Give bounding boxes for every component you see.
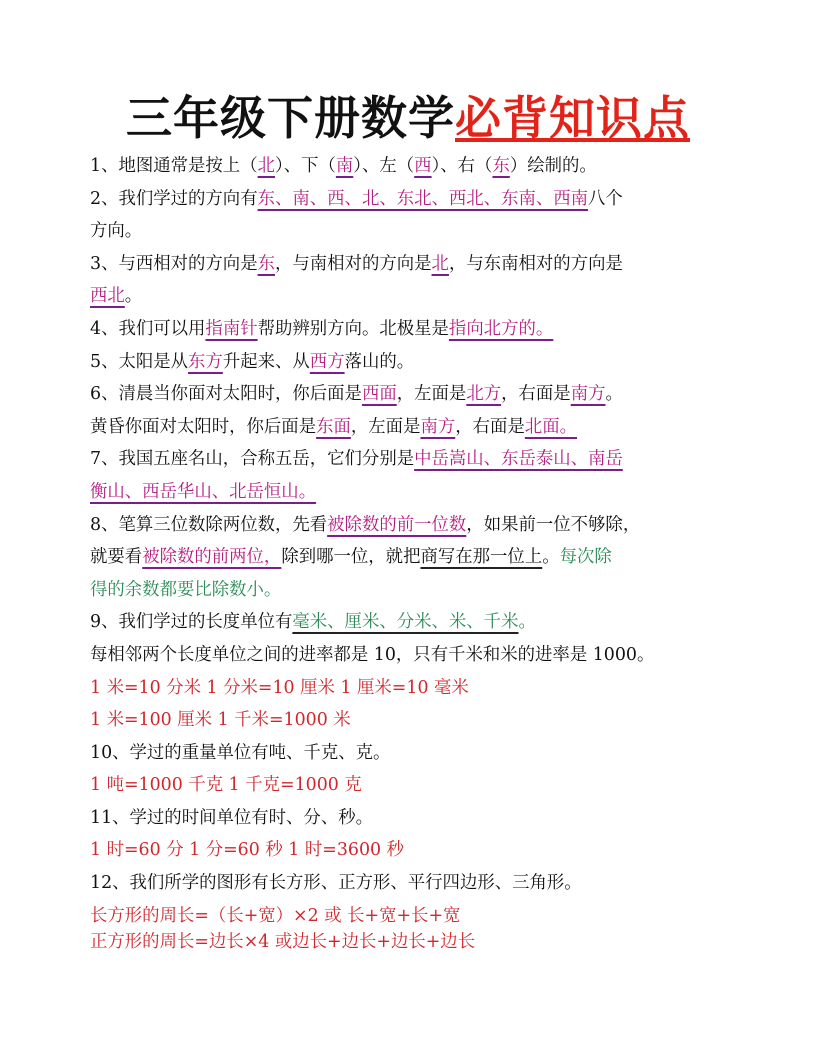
note: 得的余数都要比除数小。	[90, 579, 282, 600]
answer: 东方	[188, 351, 223, 372]
item-8-note	[90, 574, 730, 607]
item-12-formula-2-clipped	[90, 932, 730, 950]
text: 升起来、从	[222, 351, 310, 372]
answer: 南	[335, 156, 354, 176]
item-6-cont	[90, 411, 730, 444]
item-3-cont	[90, 280, 730, 313]
item-11-formula	[90, 834, 730, 867]
formula: 正方形的周长=边长×4 或边长+边长+边长+边长	[90, 932, 476, 951]
text: ，与南相对的方向是	[275, 253, 432, 274]
answer: 被除数的前一位数	[327, 514, 467, 535]
text: 9、我们学过的长度单位有	[90, 612, 293, 633]
text: 方向。	[90, 221, 143, 242]
item-2	[90, 183, 730, 216]
answer: 商写在那一位上	[420, 547, 543, 568]
item-2-cont	[90, 215, 730, 248]
text: 7、我国五座名山，合称五岳，它们分别是	[90, 449, 415, 470]
text: 8、笔算三位数除两位数，先看	[90, 514, 328, 535]
text: 八个	[588, 188, 623, 209]
answer: 北面。	[524, 416, 578, 437]
answer: 北	[257, 156, 275, 176]
formula: 长方形的周长=（长+宽）×2 或 长+宽+长+宽	[90, 905, 461, 926]
text: ）、下（	[275, 156, 336, 176]
text: 落山的。	[344, 351, 415, 372]
text: ）、右（	[431, 156, 493, 176]
answer: 南方	[420, 416, 456, 437]
text: 帮助辨别方向。北极星是	[257, 318, 449, 339]
item-8	[90, 509, 730, 542]
answer: 西方	[309, 351, 345, 372]
item-7	[90, 443, 730, 476]
text: 就要看	[90, 547, 143, 568]
answer: 西北	[90, 286, 125, 307]
answer: 西面	[361, 384, 397, 405]
note: 每次除	[559, 547, 612, 568]
item-7-cont	[90, 476, 730, 509]
text: ）绘制的。	[509, 156, 597, 176]
formula: 1 米=100 厘米 1 千米=1000 米	[90, 710, 351, 731]
answer: 指向北方的。	[448, 318, 554, 339]
text: 。	[124, 286, 143, 307]
answer: 北	[431, 253, 449, 274]
text: 。	[518, 612, 536, 633]
text: 。	[605, 384, 623, 405]
answer: 毫米、厘米、分米、米、千米	[292, 612, 519, 633]
text: ，右面是	[501, 384, 571, 405]
text: 2、我们学过的方向有	[90, 188, 258, 209]
answer: 东、南、西、北、东北、西北、东南、西南	[257, 188, 589, 209]
answer: 被除数的前两位，	[142, 547, 282, 568]
text: ，如果前一位不够除，	[466, 514, 641, 535]
answer: 西	[414, 156, 432, 176]
formula: 1 时=60 分 1 分=60 秒 1 时=3600 秒	[90, 840, 404, 861]
text: 5、太阳是从	[90, 351, 189, 372]
answer: 指南针	[205, 318, 258, 339]
item-8-cont	[90, 541, 730, 574]
answer: 东面	[316, 416, 351, 437]
item-9	[90, 606, 730, 639]
item-9-formula-2	[90, 704, 730, 737]
text: 11、学过的时间单位有时、分、秒。	[90, 807, 373, 828]
item-4	[90, 313, 730, 346]
answer: 衡山、西岳华山、北岳恒山。	[90, 481, 317, 502]
text: 4、我们可以用	[90, 318, 206, 339]
answer: 东	[492, 156, 510, 176]
answer: 北方	[466, 384, 502, 405]
item-12-formula-1	[90, 900, 730, 933]
item-3	[90, 248, 730, 281]
text: 。	[542, 547, 560, 568]
item-9-formula-1	[90, 672, 730, 705]
formula: 1 吨=1000 千克 1 千克=1000 克	[90, 775, 362, 796]
answer: 东	[257, 253, 275, 274]
text: 黄昏你面对太阳时，你后面是	[90, 416, 317, 437]
item-10	[90, 737, 730, 770]
answer: 中岳嵩山、东岳泰山、南岳	[414, 449, 623, 470]
text: 除到哪一位，就把	[281, 547, 421, 568]
answer: 南方	[570, 384, 606, 405]
item-5	[90, 346, 730, 379]
text: ，与东南相对的方向是	[448, 253, 623, 274]
title-highlight: 必背知识点	[455, 91, 690, 145]
text: ）、左（	[353, 156, 415, 176]
text: ，左面是	[350, 416, 421, 437]
text: 6、清晨当你面对太阳时，你后面是	[90, 384, 362, 405]
item-11	[90, 802, 730, 835]
text: 每相邻两个长度单位之间的进率都是 10，只有千米和米的进率是 1000。	[90, 644, 655, 665]
text: 3、与西相对的方向是	[90, 253, 258, 274]
item-6	[90, 378, 730, 411]
title-plain: 三年级下册数学	[126, 91, 455, 145]
formula: 1 米=10 分米 1 分米=10 厘米 1 厘米=10 毫米	[90, 677, 469, 698]
item-12	[90, 867, 730, 900]
text: ，右面是	[455, 416, 525, 437]
knowledge-list	[90, 150, 730, 950]
item-1	[90, 150, 730, 183]
text: 12、我们所学的图形有长方形、正方形、平行四边形、三角形。	[90, 873, 582, 894]
text: 1、地图通常是按上（	[90, 156, 258, 176]
item-9-rate	[90, 639, 730, 672]
text: ，左面是	[396, 384, 467, 405]
page-title	[0, 88, 816, 148]
text: 10、学过的重量单位有吨、千克、克。	[90, 742, 391, 763]
item-10-formula	[90, 769, 730, 802]
